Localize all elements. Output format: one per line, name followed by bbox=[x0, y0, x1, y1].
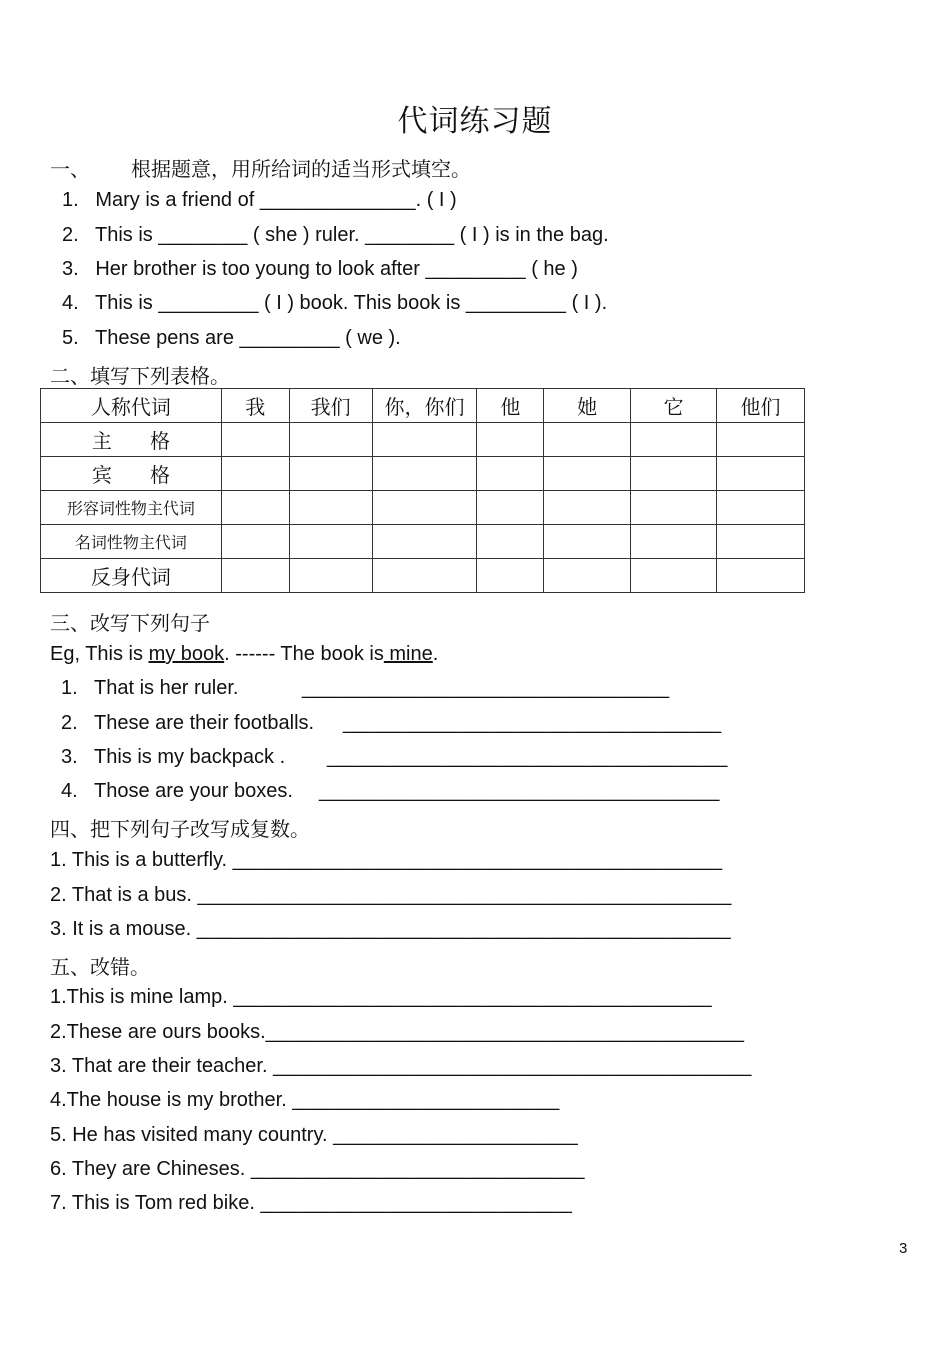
section3-item-2: 2. These are their footballs. bbox=[61, 712, 315, 734]
section5-item-2: 2.These are ours books.___________________________________________ bbox=[50, 1021, 744, 1043]
section3-blank-3[interactable]: ____________________________________ bbox=[327, 746, 728, 768]
row-label: 主 格 bbox=[41, 423, 222, 457]
example-prefix: Eg, This is bbox=[50, 643, 149, 665]
blank-cell[interactable] bbox=[544, 423, 631, 457]
blank-cell[interactable] bbox=[477, 491, 544, 525]
blank-cell[interactable] bbox=[544, 559, 631, 593]
section5-item-1: 1.This is mine lamp. ___________________________________________ bbox=[50, 986, 712, 1008]
blank-cell[interactable] bbox=[544, 491, 631, 525]
blank-cell[interactable] bbox=[717, 457, 805, 491]
pronoun-table bbox=[40, 388, 805, 593]
row-label: 名词性物主代词 bbox=[41, 525, 222, 559]
page-title: 代词练习题 bbox=[397, 104, 553, 139]
table-header-cell: 你，你们 bbox=[372, 389, 477, 423]
blank-cell[interactable] bbox=[717, 491, 805, 525]
section3-item-1: 1. That is her ruler. bbox=[61, 677, 239, 699]
row-label: 形容词性物主代词 bbox=[41, 491, 222, 525]
section1-item-3: 3. Her brother is too young to look after _________ ( he ) bbox=[62, 258, 578, 280]
blank-cell[interactable] bbox=[544, 457, 631, 491]
blank-cell[interactable] bbox=[717, 525, 805, 559]
table-row bbox=[41, 491, 805, 525]
blank-cell[interactable] bbox=[372, 491, 477, 525]
section5-item-5: 5. He has visited many country. ______________________ bbox=[50, 1124, 578, 1146]
blank-cell[interactable] bbox=[289, 491, 372, 525]
example-underline-1: my book bbox=[148, 643, 225, 665]
blank-cell[interactable] bbox=[289, 423, 372, 457]
blank-cell[interactable] bbox=[631, 491, 717, 525]
blank-cell[interactable] bbox=[372, 423, 477, 457]
row-label: 宾 格 bbox=[41, 457, 222, 491]
blank-cell[interactable] bbox=[289, 559, 372, 593]
blank-cell[interactable] bbox=[477, 423, 544, 457]
blank-cell[interactable] bbox=[477, 559, 544, 593]
table-row bbox=[41, 423, 805, 457]
section5-item-3: 3. That are their teacher. ___________________________________________ bbox=[50, 1055, 752, 1077]
blank-cell[interactable] bbox=[289, 457, 372, 491]
blank-cell[interactable] bbox=[544, 525, 631, 559]
blank-cell[interactable] bbox=[372, 559, 477, 593]
table-header-row bbox=[41, 389, 805, 423]
section3-blank-2[interactable]: __________________________________ bbox=[343, 712, 722, 734]
example-suffix: . bbox=[432, 643, 439, 665]
table-header-cell: 我 bbox=[221, 389, 289, 423]
blank-cell[interactable] bbox=[631, 457, 717, 491]
blank-cell[interactable] bbox=[289, 525, 372, 559]
section5-item-7: 7. This is Tom red bike. ____________________________ bbox=[50, 1192, 572, 1214]
example-middle: . ------ The book is bbox=[224, 643, 384, 665]
blank-cell[interactable] bbox=[631, 559, 717, 593]
table-header-cell: 我们 bbox=[289, 389, 372, 423]
table-row bbox=[41, 457, 805, 491]
table-header-cell: 人称代词 bbox=[41, 389, 222, 423]
blank-cell[interactable] bbox=[221, 559, 289, 593]
section4-item-3: 3. It is a mouse. ________________________________________________ bbox=[50, 918, 731, 940]
section3-item-3: 3. This is my backpack . bbox=[61, 746, 286, 768]
section1-item-1: 1. Mary is a friend of ______________. ( I ) bbox=[62, 189, 457, 211]
blank-cell[interactable] bbox=[372, 457, 477, 491]
section3-blank-4[interactable]: ____________________________________ bbox=[319, 780, 720, 802]
blank-cell[interactable] bbox=[717, 559, 805, 593]
blank-cell[interactable] bbox=[631, 525, 717, 559]
section1-heading: 根据题意，用所给词的适当形式填空。 bbox=[131, 157, 471, 181]
section3-blank-1[interactable]: _________________________________ bbox=[302, 677, 670, 699]
blank-cell[interactable] bbox=[221, 491, 289, 525]
example-underline-2: mine bbox=[383, 643, 433, 665]
blank-cell[interactable] bbox=[631, 423, 717, 457]
section5-item-4: 4.The house is my brother. ________________________ bbox=[50, 1089, 560, 1111]
section5-item-6: 6. They are Chineses. ______________________________ bbox=[50, 1158, 585, 1180]
table-header-cell: 他们 bbox=[717, 389, 805, 423]
blank-cell[interactable] bbox=[477, 525, 544, 559]
table-header-cell: 它 bbox=[631, 389, 717, 423]
section4-heading: 四、把下列句子改写成复数。 bbox=[50, 817, 310, 841]
table-row bbox=[41, 525, 805, 559]
section1-item-5: 5. These pens are _________ ( we ). bbox=[62, 327, 401, 349]
blank-cell[interactable] bbox=[221, 423, 289, 457]
section2-heading: 二、填写下列表格。 bbox=[50, 364, 230, 388]
section4-item-1: 1. This is a butterfly. ____________________________________________ bbox=[50, 849, 723, 871]
section1-item-4: 4. This is _________ ( I ) book. This book is _________ ( I ). bbox=[62, 292, 608, 314]
section4-item-2: 2. That is a bus. ________________________________________________ bbox=[50, 884, 732, 906]
section3-item-4: 4. Those are your boxes. bbox=[61, 780, 293, 802]
table-header-cell: 她 bbox=[544, 389, 631, 423]
blank-cell[interactable] bbox=[372, 525, 477, 559]
section3-example bbox=[50, 643, 438, 666]
table-header-cell: 他 bbox=[477, 389, 544, 423]
blank-cell[interactable] bbox=[221, 525, 289, 559]
section1-item-2: 2. This is ________ ( she ) ruler. ________ ( I ) is in the bag. bbox=[62, 224, 609, 246]
section1-number: 一、 bbox=[50, 157, 90, 181]
section5-heading: 五、改错。 bbox=[50, 955, 150, 979]
row-label: 反身代词 bbox=[41, 559, 222, 593]
table-row bbox=[41, 559, 805, 593]
blank-cell[interactable] bbox=[717, 423, 805, 457]
section3-heading: 三、改写下列句子 bbox=[50, 611, 210, 635]
page-number: 3 bbox=[899, 1240, 908, 1257]
blank-cell[interactable] bbox=[221, 457, 289, 491]
blank-cell[interactable] bbox=[477, 457, 544, 491]
